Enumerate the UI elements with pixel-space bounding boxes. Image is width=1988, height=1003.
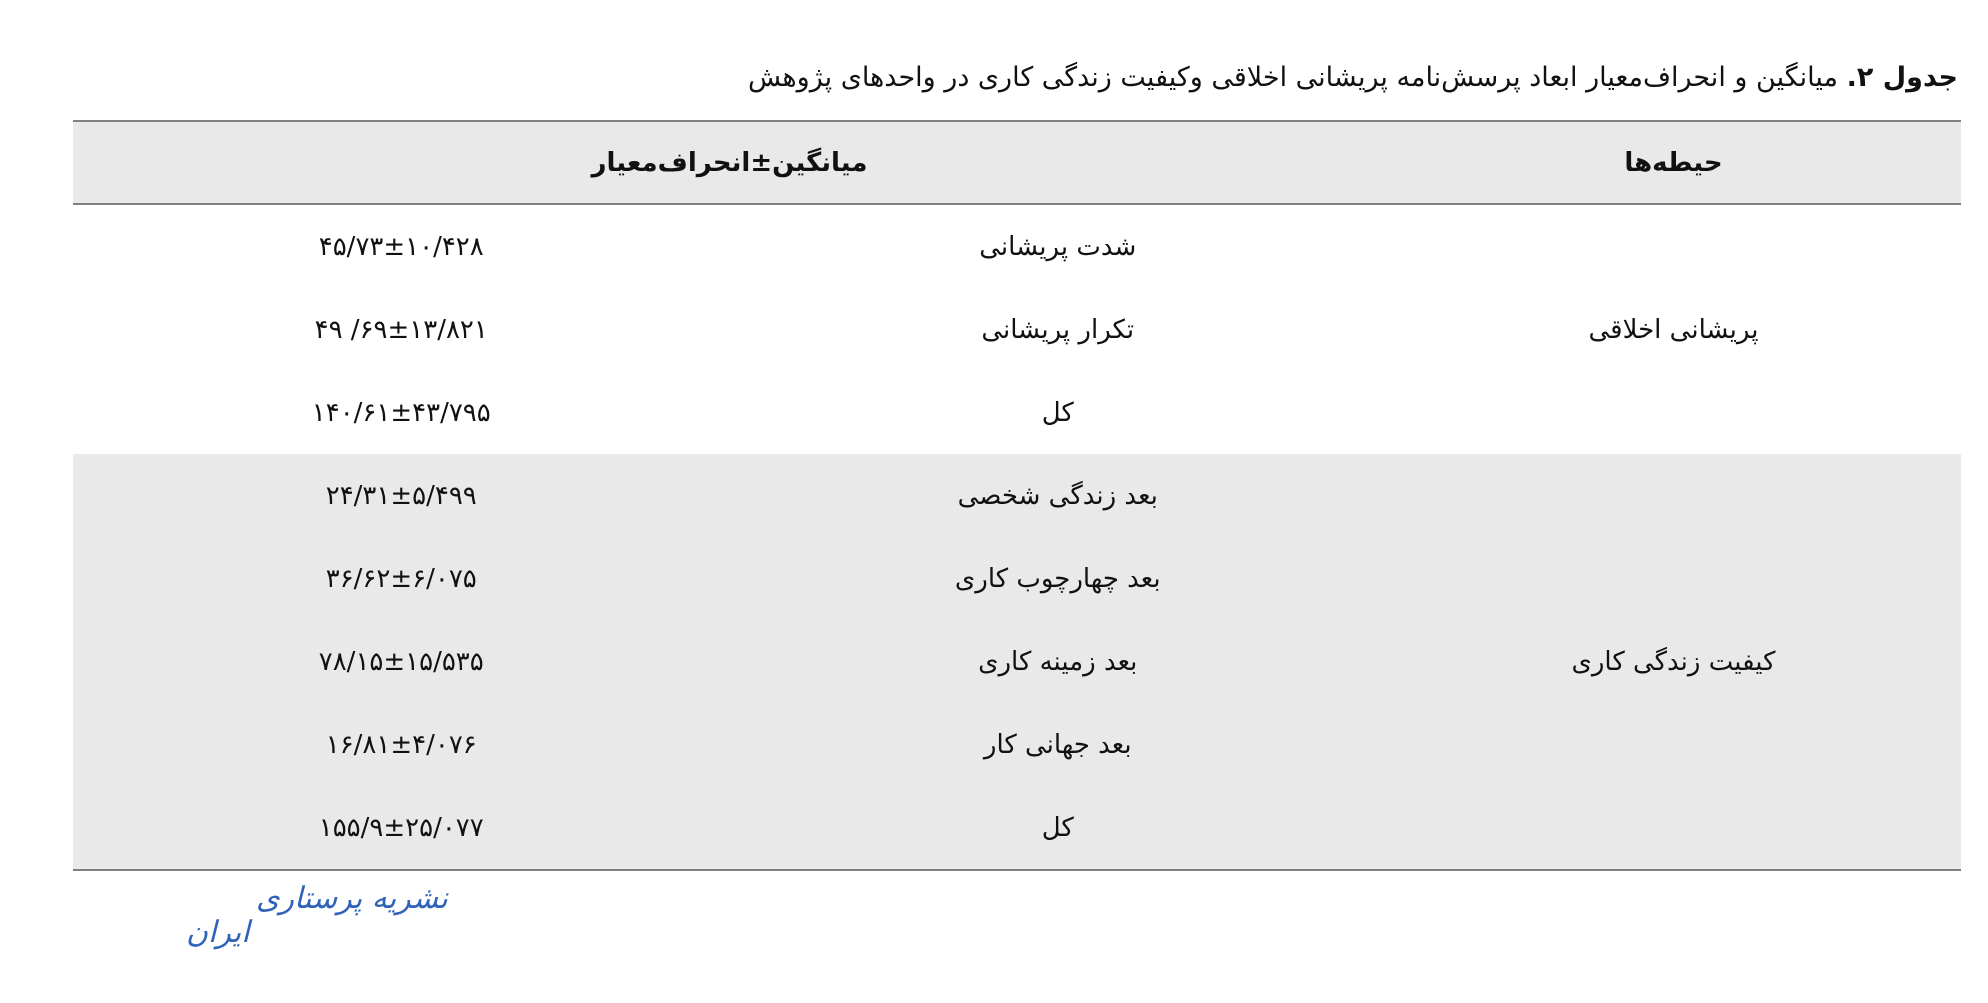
item-cell: کل bbox=[1041, 812, 1074, 843]
value-cell: ۴۹ /۶۹±۱۳/۸۲۱ bbox=[314, 314, 488, 345]
header-domains: حیطه‌ها bbox=[1624, 147, 1723, 178]
item-cell: بعد زمینه کاری bbox=[978, 646, 1138, 677]
logo-line-2: ایران bbox=[186, 915, 250, 950]
item-cell: کل bbox=[1041, 397, 1074, 428]
group-quality-of-work-life bbox=[73, 454, 1961, 870]
value-cell: ۱۵۵/۹±۲۵/۰۷۷ bbox=[318, 812, 484, 843]
caption-text: میانگین و انحراف‌معیار ابعاد پرسش‌نامه پریشانی اخلاقی وکیفیت زندگی کاری در واحدهای پژوهش bbox=[748, 62, 1847, 93]
item-cell: تکرار پریشانی bbox=[981, 314, 1135, 345]
value-cell: ۷۸/۱۵±۱۵/۵۳۵ bbox=[318, 646, 484, 677]
value-cell: ۱۴۰/۶۱±۴۳/۷۹۵ bbox=[311, 397, 491, 428]
caption-label: جدول ۲. bbox=[1846, 62, 1958, 93]
header-mean-sd: میانگین±انحراف‌معیار bbox=[591, 147, 868, 178]
table-row bbox=[73, 204, 1961, 288]
domain-cell: کیفیت زندگی کاری bbox=[1571, 646, 1776, 677]
logo-line-1: نشریه پرستاری bbox=[256, 881, 448, 916]
value-cell: ۱۶/۸۱±۴/۰۷۶ bbox=[325, 729, 477, 760]
value-cell: ۳۶/۶۲±۶/۰۷۵ bbox=[325, 563, 477, 594]
results-table bbox=[73, 120, 1961, 871]
value-cell: ۴۵/۷۳±۱۰/۴۲۸ bbox=[318, 231, 484, 262]
table-row bbox=[73, 454, 1961, 537]
item-cell: بعد چهارچوب کاری bbox=[954, 563, 1161, 594]
domain-cell: پریشانی اخلاقی bbox=[1588, 314, 1759, 345]
journal-logo bbox=[66, 878, 448, 950]
value-cell: ۲۴/۳۱±۵/۴۹۹ bbox=[325, 480, 477, 511]
item-cell: بعد زندگی شخصی bbox=[957, 480, 1158, 511]
item-cell: شدت پریشانی bbox=[979, 231, 1137, 262]
table-container bbox=[73, 120, 1961, 871]
group-moral-distress bbox=[73, 204, 1961, 454]
table-caption bbox=[58, 58, 1958, 98]
item-cell: بعد جهانی کار bbox=[983, 729, 1132, 760]
table-header-row bbox=[73, 121, 1961, 204]
